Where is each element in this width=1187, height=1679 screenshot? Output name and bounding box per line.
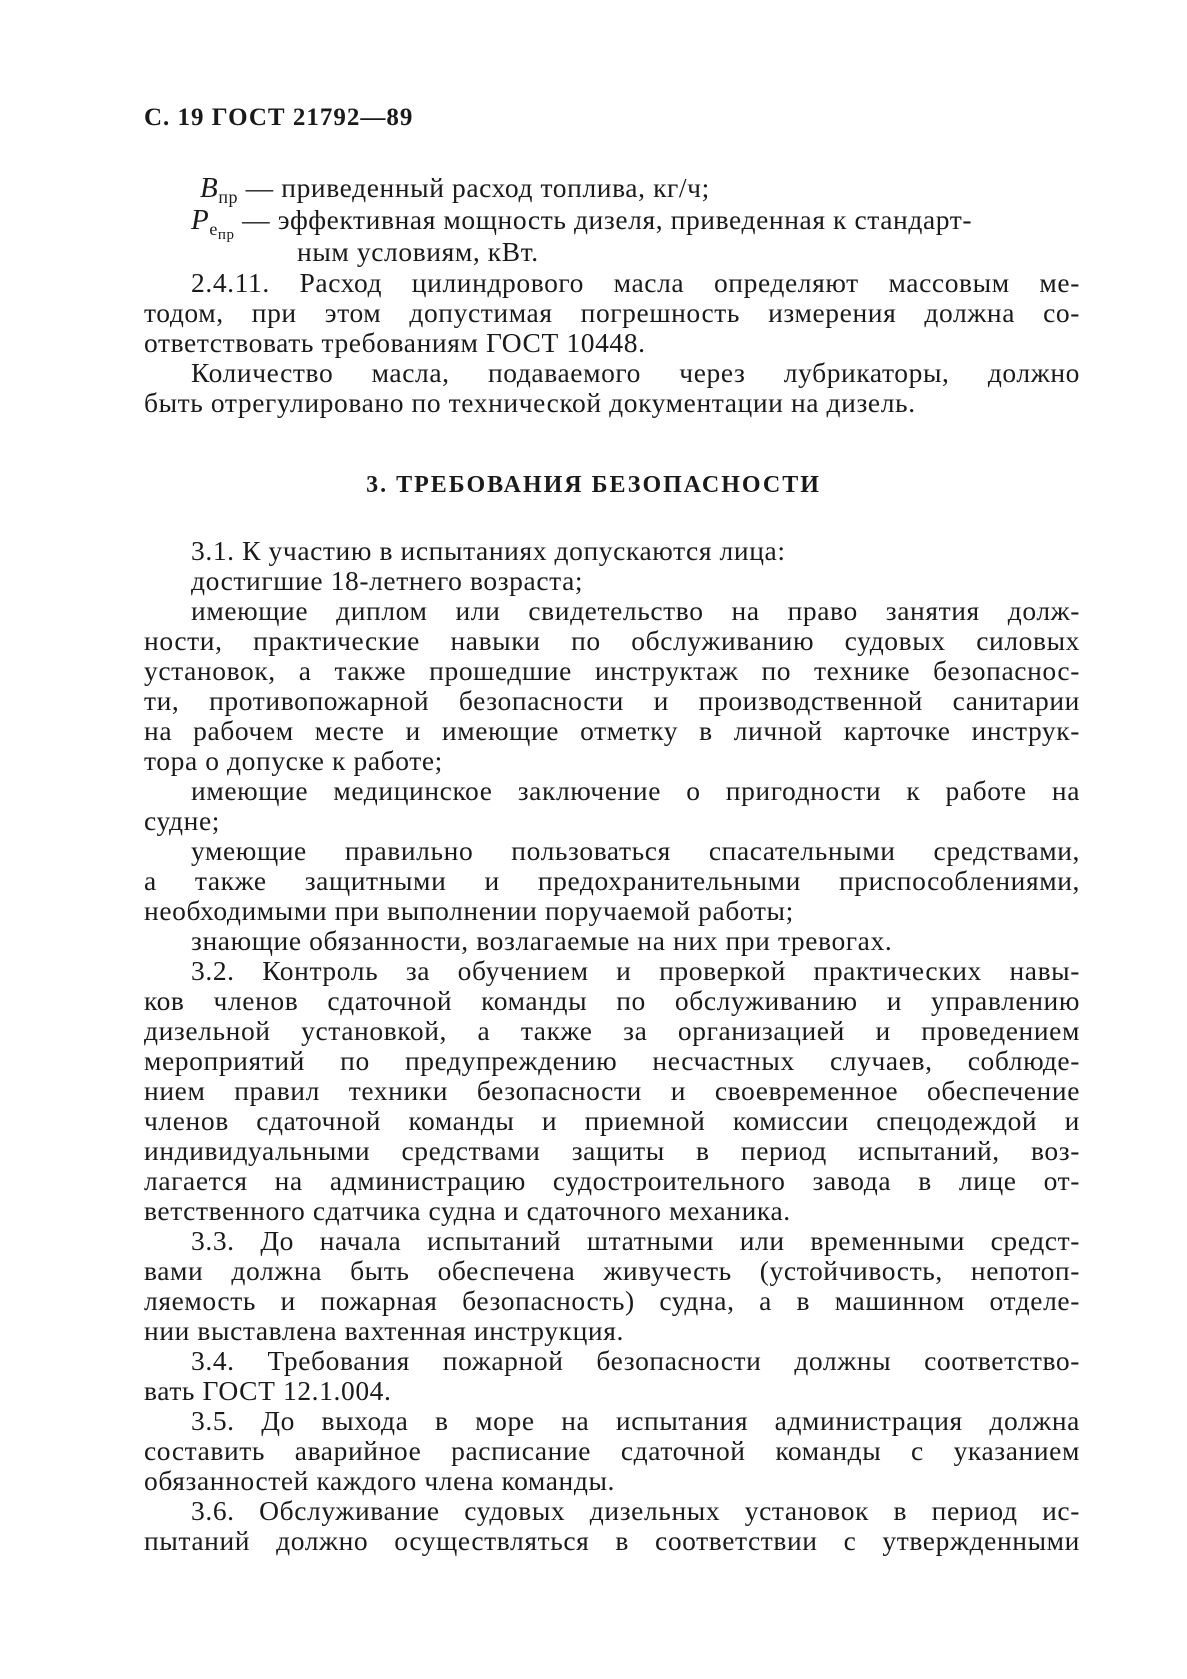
para-3-4: 3.4. Требования пожарной безопасности должны соответство- (191, 1345, 1080, 1376)
para-3-2: 3.2. Контроль за обучением и проверкой практических навы- (191, 955, 1080, 986)
section-3-body: 3.1. К участию в испытаниях допускаются лица: достигшие 18-летнего возраста; имеющие диплом или свидетельство на право занятия долж- ности, практические навыки по обслуживанию судовых силовых установок, а также прошедшие инструктаж по технике безопаснос- ти, противопожарной безопасности и производственной санитарии на рабочем месте и имеющие отметку в личной карточке инструк- тора о допуске к работе; имеющие медицинское заключение о пригодности к работе на судне; умеющие правильно пользоваться спасательными средствами, а также защитными и предохранительными приспособлениями, необходимыми при выполнении поручаемой работы; знающие обязанности, возлагаемые на них при тревогах. 3.2. Контроль за обучением и проверкой практических навы- ков членов сдаточной команды по обслуживанию и управлению дизельной установкой, а также за организацией и проведением мероприятий по предупреждению несчастных случаев, соблюде- нием правил техники безопасности и своевременное обеспечение членов сдаточной команды и приемной комиссии спецодеждой и индивидуальными средствами защиты в период испытаний, воз- лагается на администрацию судостроительного завода в лице от- ветственного сдатчика судна и сдаточного механика. 3.3. До начала испытаний штатными или временными средст- вами должна быть обеспечена живучесть (устойчивость, непотоп- ляемость и пожарная безопасность) судна, а в машинном отделе- нии выставлена вахтенная инструкция. 3.4. Требования пожарной безопасности должны соответство- вать ГОСТ 12.1.004. 3.5. До выхода в море на испытания администрация должна составить аварийное расписание сдаточной команды с указанием обязанностей каждого члена команды. 3.6. Обслуживание судовых дизельных установок в период ис- пытаний должно осуществляться в соответствии с утвержденными (144, 535, 1080, 1556)
para-3-5: 3.5. До выхода в море на испытания администрация должна (191, 1405, 1080, 1436)
symbol-b: $B_{пр}$ (200, 172, 239, 207)
section-title: 3. ТРЕБОВАНИЯ БЕЗОПАСНОСТИ (366, 472, 821, 498)
para-3-1: 3.1. К участию в испытаниях допускаются лица: (191, 535, 786, 566)
definition-power-cont: ным условиям, кВт. (297, 236, 539, 267)
definition-power: $P_{eпр}$ — эффективная мощность дизеля, приведенная к стандарт- (191, 204, 973, 243)
page-header: С. 19 ГОСТ 21792—89 (144, 104, 414, 131)
paragraph-oil-quantity: Количество масла, подаваемого через лубрикаторы, должно быть отрегулировано по технической документации на дизель. (144, 357, 1080, 418)
definition-fuel: $B_{пр}$ — приведенный расход топлива, кг/ч; (200, 172, 710, 207)
para-3-3: 3.3. До начала испытаний штатными или временными средст- (191, 1225, 1080, 1256)
para-3-6: 3.6. Обслуживание судовых дизельных установок в период ис- (191, 1495, 1080, 1526)
symbol-definitions (144, 172, 1080, 268)
symbol-pe: $P_{eпр}$ (191, 204, 235, 243)
definition-power-text: эффективная мощность дизеля, приведенная к стандарт- (277, 204, 973, 235)
paragraph-2-4-11: 2.4.11. Расход цилиндрового масла определяют массовым ме- тодом, при этом допустимая погрешность измерения должна со- ответствовать требованиям ГОСТ 10448. (144, 267, 1080, 358)
definition-fuel-text: приведенный расход топлива, кг/ч; (281, 172, 710, 203)
